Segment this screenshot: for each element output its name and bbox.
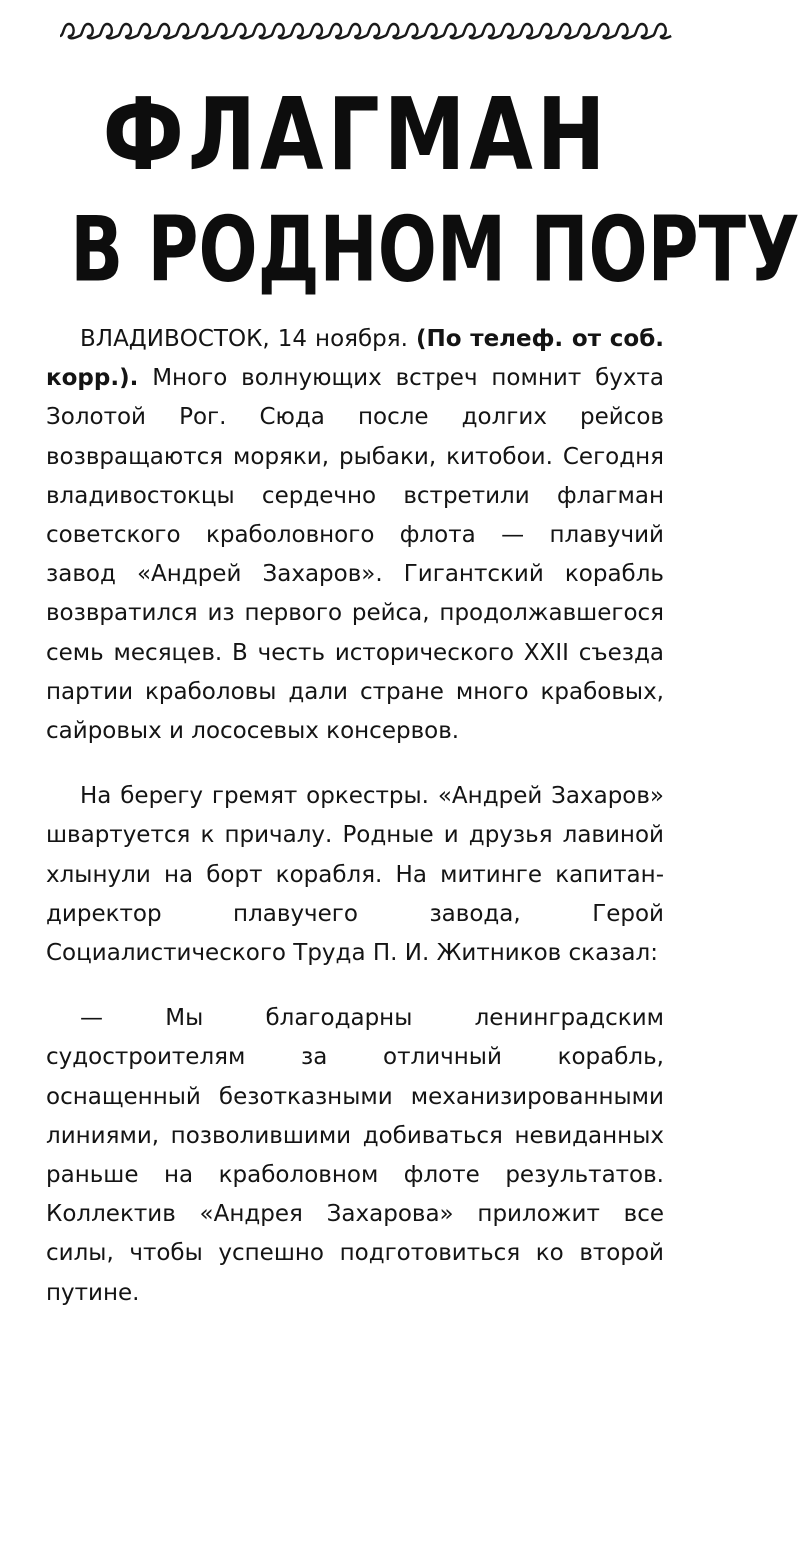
article-paragraph-1 bbox=[46, 320, 664, 751]
paragraph-1-text: Много волнующих встреч помнит бухта Золотой Рог. Сюда после долгих рейсов возвращаются моряки, рыбаки, китобои. Сегодня владивостокцы сердечно встретили флагман советского краболовного флота — плавучий завод «Андрей Захаров». Гигантский корабль возвратился из первого рейса, продолжавшегося семь месяцев. В честь исторического XXII съезда партии краболовы дали стране много крабовых, сайровых и лососевых консервов. bbox=[46, 365, 664, 745]
headline-line-2: В РОДНОМ ПОРТУ bbox=[70, 197, 800, 303]
article-paragraph-3: — Мы благодарны ленинградским судостроителям за отличный корабль, оснащенный безотказными механизированными линиями, позволившими добиваться невиданных раньше на краболовном флоте результатов. Коллектив «Андрея Захарова» приложит все силы, чтобы успешно подготовиться ко второй путине. bbox=[46, 1005, 664, 1306]
headline-line-1: ФЛАГМАН bbox=[102, 77, 610, 194]
article-body bbox=[46, 320, 664, 1313]
decorative-border-ornament bbox=[58, 20, 670, 46]
source-note: (По телеф. от соб. корр.). bbox=[46, 326, 664, 392]
dateline: ВЛАДИВОСТОК, 14 ноября. bbox=[80, 326, 408, 352]
article-paragraph-2: На берегу гремят оркестры. «Андрей Захаров» швартуется к причалу. Родные и друзья лавиной хлынули на борт корабля. На митинге капитан-директор плавучего завода, Герой Социалистического Труда П. И. Житников сказал: bbox=[46, 783, 664, 967]
